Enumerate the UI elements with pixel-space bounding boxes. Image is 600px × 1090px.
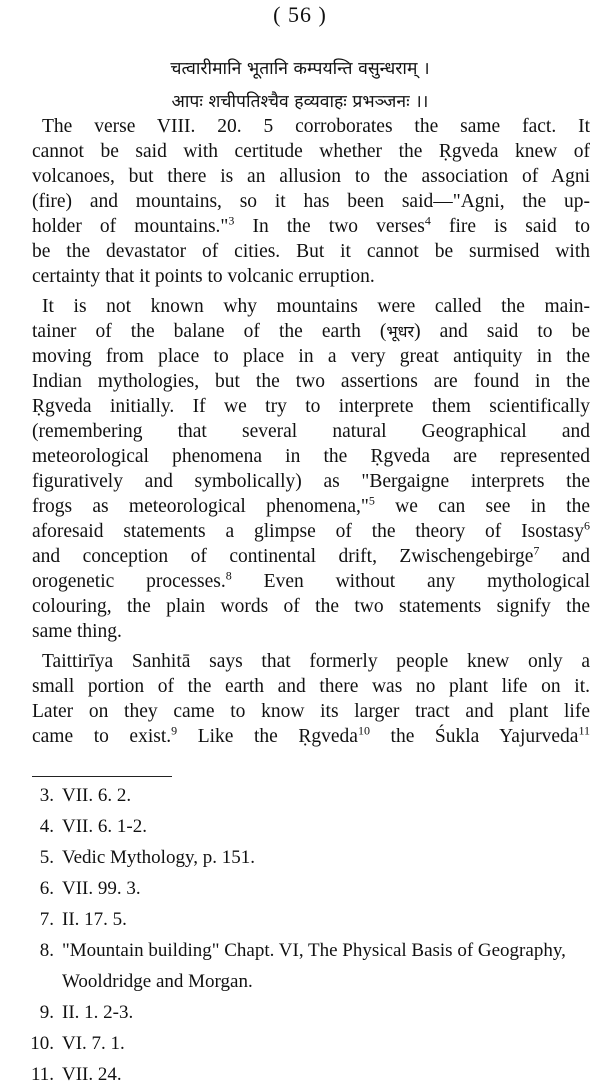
footnote-number: 11. <box>30 1064 54 1085</box>
text-fragment: and conception of continental drift, Zwischengebirge <box>32 546 534 567</box>
text-line: Taittirīya Sanhitā says that formerly people knew only a <box>42 651 590 672</box>
text-fragment: the Śukla Yajurveda <box>369 726 579 747</box>
footnotes <box>16 780 590 1090</box>
text-fragment: holder of mountains." <box>32 216 229 237</box>
text-line <box>32 494 590 519</box>
footnote-ref: 11 <box>578 724 590 738</box>
footnote-text: II. 1. 2-3. <box>62 1002 134 1023</box>
footnote <box>16 780 590 811</box>
text-line: volcanoes, but there is an allusion to the association of Agni <box>32 166 590 187</box>
footnote-text: "Mountain building" Chapt. VI, The Physical Basis of Geography, Wooldridge and Morgan. <box>62 940 566 992</box>
footnote <box>16 1059 590 1090</box>
footnote-ref: 9 <box>171 724 178 738</box>
text-fragment: aforesaid statements a glimpse of the theory of Isostasy <box>32 521 584 542</box>
text-line: certainty that it points to volcanic erruption. <box>32 266 375 287</box>
footnote-text: VI. 7. 1. <box>62 1033 125 1054</box>
text-line <box>32 569 590 594</box>
footnote-text: VII. 6. 1-2. <box>62 816 147 837</box>
footnote-number: 7. <box>39 909 54 930</box>
footnote-ref: 7 <box>533 544 540 558</box>
text-line: be the devastator of cities. But it cannot be surmised with <box>32 241 590 262</box>
footnote <box>16 904 590 935</box>
text-fragment: Like the Ṛgveda <box>177 726 358 747</box>
text-line: figuratively and symbolically) as "Bergaigne interprets the <box>32 471 590 492</box>
footnote-text: VII. 6. 2. <box>62 785 132 806</box>
footnote-ref: 4 <box>424 214 431 228</box>
text-fragment: came to exist. <box>32 726 172 747</box>
footnote <box>16 873 590 904</box>
text-line: It is not known why mountains were called the main- <box>42 296 590 317</box>
footnote-ref: 3 <box>228 214 235 228</box>
paragraph-2 <box>32 294 590 644</box>
text-line: cannot be said with certitude whether the Ṛgveda knew of <box>32 141 590 162</box>
text-fragment: In the two verses <box>234 216 425 237</box>
text-line <box>32 319 590 344</box>
text-fragment: orogenetic processes. <box>32 571 226 592</box>
text-line <box>32 519 590 544</box>
footnote <box>16 1028 590 1059</box>
paragraph-1 <box>32 114 590 289</box>
text-line: colouring, the plain words of the two statements signify the <box>32 596 590 617</box>
paragraph-3 <box>32 649 590 749</box>
footnote-number: 8. <box>39 940 54 961</box>
footnote-text: VII. 24. <box>62 1064 122 1085</box>
text-fragment: tainer of the balane of the earth ( <box>32 321 387 342</box>
footnote <box>16 811 590 842</box>
devanagari-word: भूधर <box>386 322 415 341</box>
text-line: Indian mythologies, but the two assertions are found in the <box>32 371 590 392</box>
footnote-ref: 5 <box>368 494 375 508</box>
text-line: meteorological phenomena in the Ṛgveda are represented <box>32 446 590 467</box>
footnote-number: 3. <box>39 785 54 806</box>
text-fragment: and <box>539 546 590 567</box>
text-line <box>32 544 590 569</box>
footnote-ref: 6 <box>584 519 590 533</box>
text-fragment: frogs as meteorological phenomena," <box>32 496 369 517</box>
text-line: same thing. <box>32 621 122 642</box>
main-text <box>32 114 590 749</box>
footnote <box>16 935 590 997</box>
text-line <box>32 214 590 239</box>
footnote <box>16 997 590 1028</box>
text-line: small portion of the earth and there was no plant life on it. <box>32 676 590 697</box>
footnote-number: 6. <box>39 878 54 899</box>
footnote-text: VII. 99. 3. <box>62 878 141 899</box>
footnote-ref: 8 <box>225 569 232 583</box>
text-fragment: Even without any mythological <box>231 571 590 592</box>
page-number: ( 56 ) <box>273 2 327 27</box>
footnote <box>16 842 590 873</box>
footnote-divider <box>32 776 172 777</box>
text-line: (fire) and mountains, so it has been said—"Agni, the up- <box>32 191 590 212</box>
text-line: Later on they came to know its larger tract and plant life <box>32 701 590 722</box>
text-fragment: fire is said to <box>430 216 590 237</box>
text-fragment: ) and said to be <box>414 321 590 342</box>
footnote-number: 9. <box>39 1002 54 1023</box>
sanskrit-verse-line-1: चत्वारीमानि भूतानि कम्पयन्ति वसुन्धराम् । <box>170 59 430 79</box>
footnote-number: 10. <box>30 1033 54 1054</box>
footnote-number: 5. <box>39 847 54 868</box>
footnote-number: 4. <box>39 816 54 837</box>
sanskrit-verse-line-2: आपः शचीपतिश्चैव हव्यवाहः प्रभञ्जनः ।। <box>171 92 429 112</box>
text-fragment: we can see in the <box>374 496 590 517</box>
text-line <box>32 724 590 749</box>
text-line: (remembering that several natural Geographical and <box>32 421 590 442</box>
text-line: moving from place to place in a very great antiquity in the <box>32 346 590 367</box>
text-line: Ṛgveda initially. If we try to interprete them scientifically <box>32 396 590 417</box>
footnote-ref: 10 <box>357 724 370 738</box>
footnote-text: Vedic Mythology, p. 151. <box>62 847 255 868</box>
text-line: The verse VIII. 20. 5 corroborates the same fact. It <box>42 116 590 137</box>
footnote-text: II. 17. 5. <box>62 909 127 930</box>
